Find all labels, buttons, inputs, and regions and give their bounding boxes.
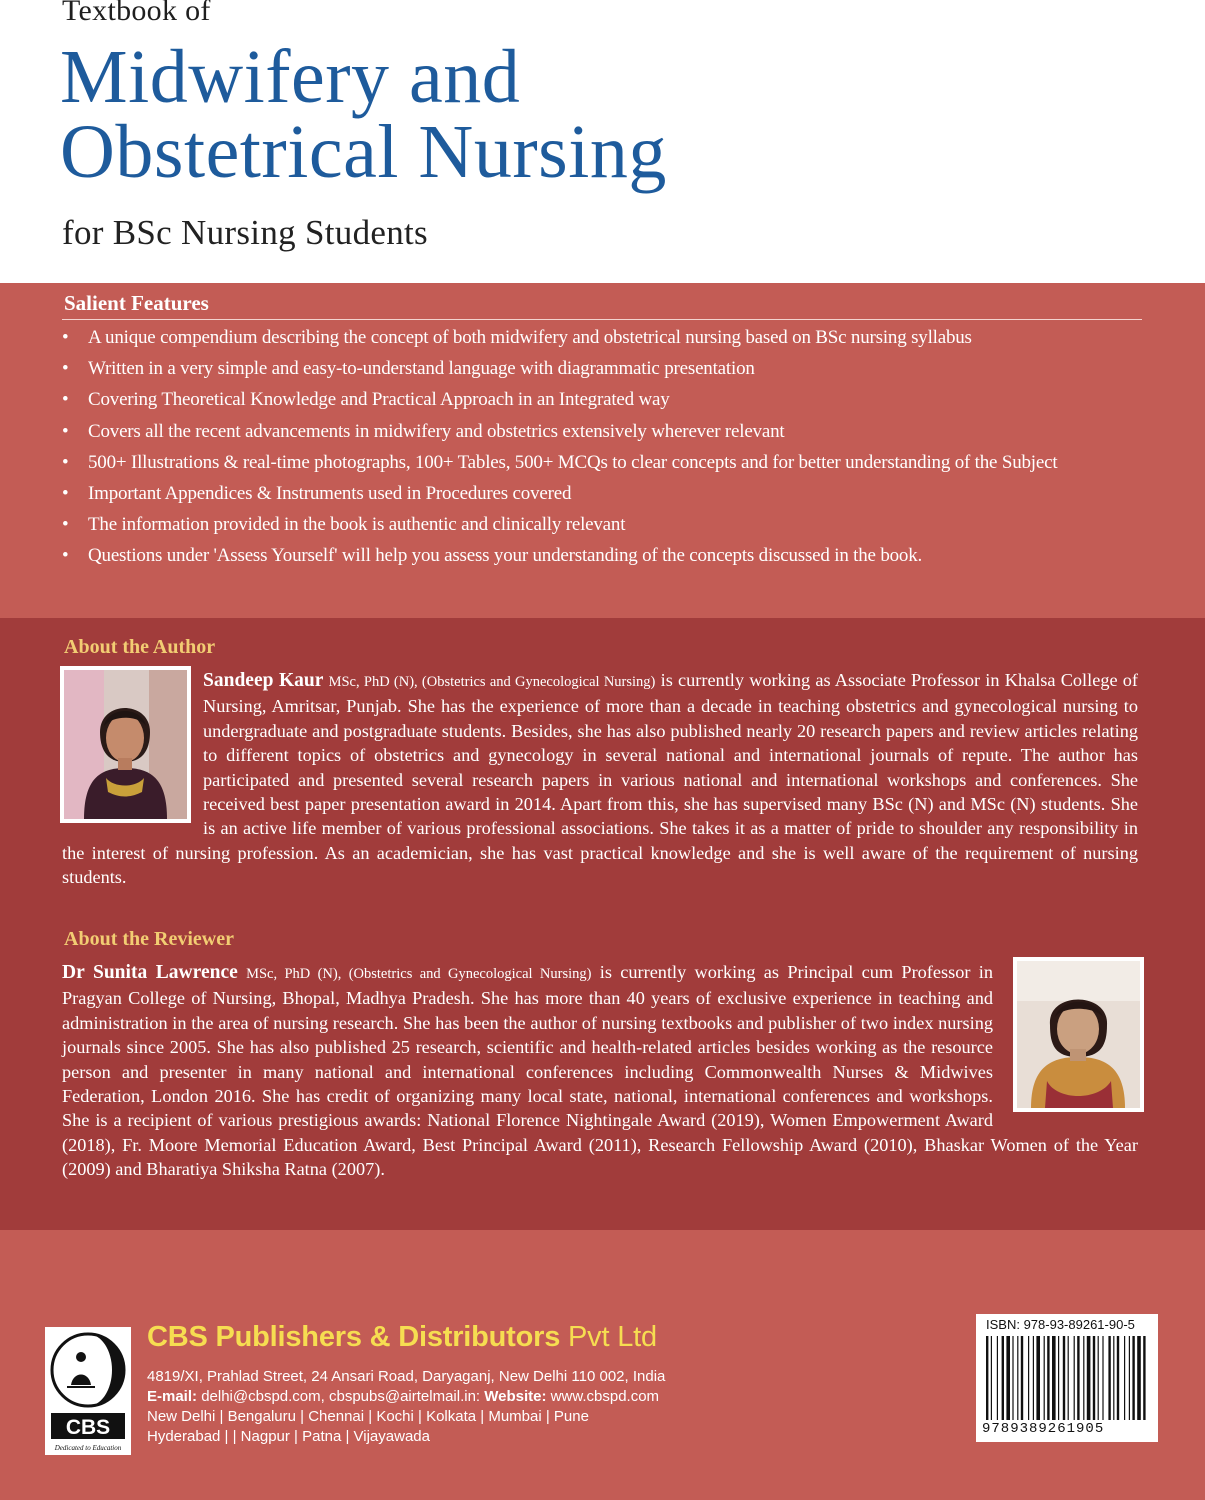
bullet-icon: • xyxy=(62,389,69,411)
logo-text: CBS xyxy=(65,1416,111,1439)
author-bio xyxy=(62,668,1138,890)
publisher-cities-2: Hyderabad | | Nagpur | Patna | Vijayawada xyxy=(147,1428,430,1445)
logo-tagline: Dedicated to Education xyxy=(54,1444,122,1452)
bullet-icon: • xyxy=(62,327,69,348)
author-qualifications: MSc, PhD (N), (Obstetrics and Gynecological Nursing) xyxy=(328,674,656,690)
reviewer-bio xyxy=(62,960,1138,1182)
publisher-cities-1: New Delhi | Bengaluru | Chennai | Kochi | Kolkata | Mumbai | Pune xyxy=(147,1408,589,1425)
photo-spacer xyxy=(62,668,203,838)
feature-item xyxy=(62,543,1144,570)
reviewer-name: Dr Sunita Lawrence xyxy=(62,962,238,983)
email-value: delhi@cbspd.com, cbspubs@airtelmail.in: xyxy=(201,1388,481,1405)
book-title xyxy=(60,35,667,194)
bullet-icon: • xyxy=(62,420,69,442)
bullet-icon: • xyxy=(62,482,69,504)
author-name: Sandeep Kaur xyxy=(203,670,324,691)
publisher-details xyxy=(147,1367,665,1447)
website-label: Website: xyxy=(484,1388,547,1405)
publisher-contact xyxy=(147,1387,665,1407)
author-bio-text: is currently working as Associate Professor in Khalsa College of Nursing, Amritsar, Punjab. She has the experience of more than a decade in teaching obstetrics and gynecological nursing to undergraduate and postgraduate students. Besides, she has also published nearly 20 research papers and review articles relating to different topics of obstetrics and gynecology in several national and international journals of repute. The author has participated and presented several research papers in various national and international workshops and conferences. She received best paper presentation award in 2014. Apart from this, she has supervised many BSc (N) and MSc (N) students. She is an active life member of various professional associations. She takes it as a matter of pride to shoulder any responsibility in the interest of nursing profession. As an academician, she has vast practical knowledge and she is well aware of the requirement of nursing students. xyxy=(62,670,1139,888)
title-line-1: Midwifery and xyxy=(60,35,521,119)
feature-item xyxy=(62,419,1144,446)
title-line-2: Obstetrical Nursing xyxy=(60,110,667,194)
feature-item xyxy=(62,387,1144,414)
photo-spacer xyxy=(993,960,1138,1132)
isbn-block xyxy=(976,1314,1158,1442)
feature-text: The information provided in the book is authentic and clinically relevant xyxy=(88,514,626,536)
publisher-footer xyxy=(0,1230,1205,1500)
book-subtitle: for BSc Nursing Students xyxy=(62,213,428,252)
feature-text: A unique compendium describing the concept of both midwifery and obstetrical nursing based on BSc nursing syllabus xyxy=(88,327,972,348)
barcode-icon xyxy=(986,1336,1148,1420)
feature-text: Questions under 'Assess Yourself' will help you assess your understanding of the concepts discussed in the book. xyxy=(88,545,923,567)
features-divider xyxy=(62,319,1142,320)
salient-features-section xyxy=(0,283,1205,618)
bullet-icon: • xyxy=(62,451,69,473)
feature-item xyxy=(62,481,1144,508)
feature-text: Covering Theoretical Knowledge and Practical Approach in an Integrated way xyxy=(88,389,670,411)
bullet-icon: • xyxy=(62,358,69,380)
pre-title: Textbook of xyxy=(62,0,211,27)
bullet-icon: • xyxy=(62,514,69,536)
publisher-logo xyxy=(45,1327,131,1455)
website-value: www.cbspd.com xyxy=(550,1388,660,1405)
feature-item xyxy=(62,450,1144,477)
publisher-name-suffix: Pvt Ltd xyxy=(568,1321,657,1353)
feature-text: Important Appendices & Instruments used in Procedures covered xyxy=(88,482,572,504)
barcode-number: 9789389261905 xyxy=(982,1421,1105,1437)
isbn-label: ISBN: 978-93-89261-90-5 xyxy=(986,1317,1135,1332)
publisher-address: 4819/XI, Prahlad Street, 24 Ansari Road, Daryaganj, New Delhi 110 002, India xyxy=(147,1368,666,1385)
publisher-name-main: CBS Publishers & Distributors xyxy=(147,1321,561,1353)
feature-text: Written in a very simple and easy-to-understand language with diagrammatic presentation xyxy=(88,358,755,380)
author-heading: About the Author xyxy=(64,636,216,658)
reviewer-qualifications: MSc, PhD (N), (Obstetrics and Gynecological Nursing) xyxy=(246,966,592,982)
bullet-icon: • xyxy=(62,545,69,567)
feature-item xyxy=(62,325,1144,352)
feature-text: 500+ Illustrations & real-time photographs, 100+ Tables, 500+ MCQs to clear concepts and for better understanding of the Subject xyxy=(88,451,1058,473)
features-list xyxy=(62,325,1144,575)
email-label: E-mail: xyxy=(147,1388,198,1405)
reviewer-bio-text: is currently working as Principal cum Professor in Pragyan College of Nursing, Bhopal, Madhya Pradesh. She has more than 40 years of exclusive experience in teaching and administration in the area of nursing research. She has been the author of nursing textbooks and publisher of two index nursing journals since 2005. She has also published 25 research, scientific and health-related articles besides working as the resource person and presenter in many national and international conferences including Commonwealth Nurses & Midwives Federation, London 2016. She has credit of organizing many local state, national, international conferences and workshops. She is a recipient of various prestigious awards: National Florence Nightingale Award (2019), Women Empowerment Award (2018), Fr. Moore Memorial Education Award, Best Principal Award (2011), Research Fellowship Award (2010), Bhaskar Women of the Year (2009) and Bharatiya Shiksha Ratna (2007). xyxy=(62,962,1138,1180)
bio-panel xyxy=(0,618,1205,1230)
feature-text: Covers all the recent advancements in midwifery and obstetrics extensively wherever relevant xyxy=(88,420,785,442)
publisher-name xyxy=(147,1321,657,1354)
cbs-logo-icon xyxy=(45,1327,131,1455)
feature-item xyxy=(62,512,1144,539)
cover-header xyxy=(0,0,1205,283)
reviewer-heading: About the Reviewer xyxy=(64,928,234,950)
features-heading: Salient Features xyxy=(64,291,209,315)
feature-item xyxy=(62,356,1144,383)
